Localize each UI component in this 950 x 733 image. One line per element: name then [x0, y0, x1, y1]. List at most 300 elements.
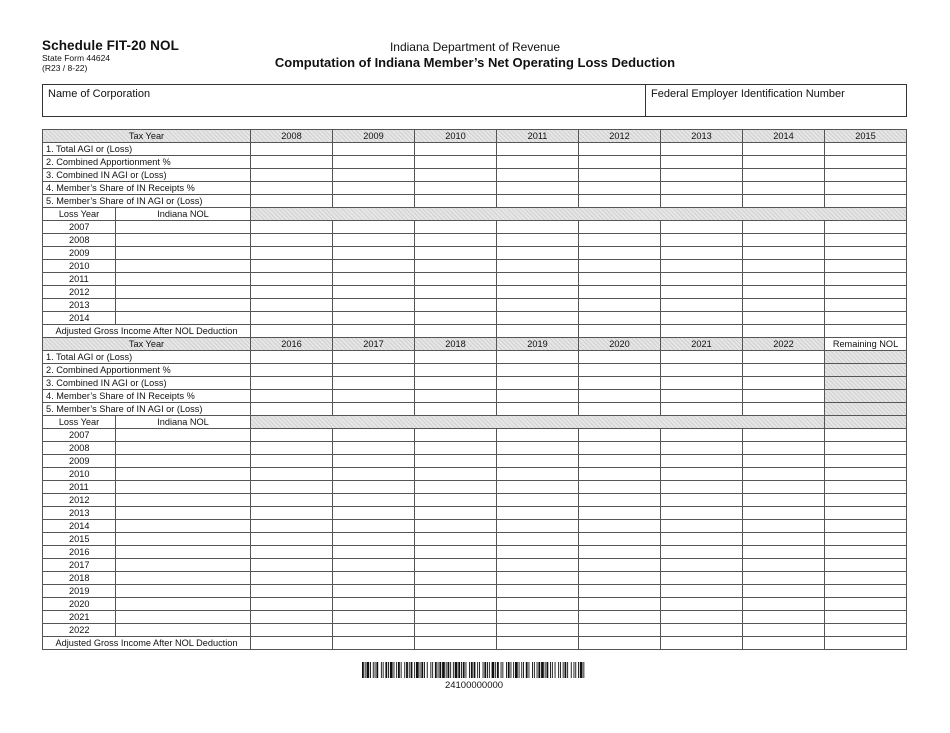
nol-input-cell[interactable]	[825, 260, 907, 273]
nol-input-cell[interactable]	[579, 520, 661, 533]
amount-input-cell[interactable]	[415, 156, 497, 169]
amount-input-cell[interactable]	[825, 182, 907, 195]
amount-input-cell[interactable]	[333, 169, 415, 182]
nol-input-cell[interactable]	[579, 611, 661, 624]
nol-input-cell[interactable]	[333, 299, 415, 312]
nol-input-cell[interactable]	[251, 286, 333, 299]
nol-input-cell[interactable]	[743, 559, 825, 572]
nol-input-cell[interactable]	[661, 286, 743, 299]
amount-input-cell[interactable]	[497, 390, 579, 403]
nol-input-cell[interactable]	[333, 520, 415, 533]
amount-input-cell[interactable]	[743, 182, 825, 195]
amount-input-cell[interactable]	[497, 403, 579, 416]
amount-input-cell[interactable]	[743, 195, 825, 208]
nol-input-cell[interactable]	[415, 494, 497, 507]
remaining-nol-input-cell[interactable]	[825, 468, 907, 481]
adjusted-input-cell[interactable]	[333, 325, 415, 338]
indiana-nol-input-cell[interactable]	[116, 520, 251, 533]
remaining-nol-input-cell[interactable]	[825, 559, 907, 572]
amount-input-cell[interactable]	[825, 143, 907, 156]
nol-input-cell[interactable]	[497, 520, 579, 533]
amount-input-cell[interactable]	[579, 169, 661, 182]
amount-input-cell[interactable]	[661, 143, 743, 156]
nol-input-cell[interactable]	[661, 468, 743, 481]
nol-input-cell[interactable]	[661, 533, 743, 546]
nol-input-cell[interactable]	[579, 247, 661, 260]
nol-input-cell[interactable]	[661, 624, 743, 637]
amount-input-cell[interactable]	[251, 364, 333, 377]
amount-input-cell[interactable]	[497, 195, 579, 208]
nol-input-cell[interactable]	[743, 598, 825, 611]
adjusted-input-cell[interactable]	[661, 325, 743, 338]
remaining-nol-input-cell[interactable]	[825, 481, 907, 494]
indiana-nol-input-cell[interactable]	[116, 234, 251, 247]
nol-input-cell[interactable]	[415, 286, 497, 299]
nol-input-cell[interactable]	[743, 624, 825, 637]
nol-input-cell[interactable]	[415, 234, 497, 247]
amount-input-cell[interactable]	[579, 182, 661, 195]
amount-input-cell[interactable]	[743, 390, 825, 403]
indiana-nol-input-cell[interactable]	[116, 299, 251, 312]
nol-input-cell[interactable]	[415, 273, 497, 286]
amount-input-cell[interactable]	[251, 377, 333, 390]
nol-input-cell[interactable]	[661, 507, 743, 520]
nol-input-cell[interactable]	[743, 286, 825, 299]
amount-input-cell[interactable]	[661, 364, 743, 377]
amount-input-cell[interactable]	[743, 169, 825, 182]
adjusted-input-cell[interactable]	[497, 325, 579, 338]
adjusted-input-cell[interactable]	[743, 325, 825, 338]
remaining-nol-input-cell[interactable]	[825, 624, 907, 637]
amount-input-cell[interactable]	[251, 169, 333, 182]
remaining-nol-input-cell[interactable]	[825, 533, 907, 546]
amount-input-cell[interactable]	[743, 377, 825, 390]
nol-input-cell[interactable]	[743, 221, 825, 234]
indiana-nol-input-cell[interactable]	[116, 481, 251, 494]
nol-input-cell[interactable]	[415, 624, 497, 637]
remaining-nol-input-cell[interactable]	[825, 429, 907, 442]
indiana-nol-input-cell[interactable]	[116, 598, 251, 611]
amount-input-cell[interactable]	[415, 195, 497, 208]
adjusted-input-cell[interactable]	[251, 325, 333, 338]
nol-input-cell[interactable]	[579, 221, 661, 234]
amount-input-cell[interactable]	[251, 156, 333, 169]
amount-input-cell[interactable]	[333, 403, 415, 416]
nol-input-cell[interactable]	[743, 494, 825, 507]
nol-input-cell[interactable]	[743, 429, 825, 442]
nol-input-cell[interactable]	[497, 312, 579, 325]
indiana-nol-input-cell[interactable]	[116, 260, 251, 273]
amount-input-cell[interactable]	[661, 377, 743, 390]
nol-input-cell[interactable]	[743, 273, 825, 286]
nol-input-cell[interactable]	[251, 260, 333, 273]
amount-input-cell[interactable]	[251, 143, 333, 156]
nol-input-cell[interactable]	[415, 507, 497, 520]
nol-input-cell[interactable]	[825, 299, 907, 312]
nol-input-cell[interactable]	[415, 598, 497, 611]
nol-input-cell[interactable]	[497, 546, 579, 559]
nol-input-cell[interactable]	[661, 312, 743, 325]
nol-input-cell[interactable]	[333, 455, 415, 468]
amount-input-cell[interactable]	[825, 156, 907, 169]
nol-input-cell[interactable]	[251, 624, 333, 637]
nol-input-cell[interactable]	[251, 234, 333, 247]
nol-input-cell[interactable]	[497, 559, 579, 572]
nol-input-cell[interactable]	[333, 494, 415, 507]
nol-input-cell[interactable]	[579, 312, 661, 325]
nol-input-cell[interactable]	[743, 611, 825, 624]
amount-input-cell[interactable]	[251, 403, 333, 416]
nol-input-cell[interactable]	[333, 611, 415, 624]
indiana-nol-input-cell[interactable]	[116, 611, 251, 624]
amount-input-cell[interactable]	[415, 169, 497, 182]
amount-input-cell[interactable]	[415, 403, 497, 416]
amount-input-cell[interactable]	[497, 377, 579, 390]
amount-input-cell[interactable]	[825, 169, 907, 182]
amount-input-cell[interactable]	[415, 390, 497, 403]
nol-input-cell[interactable]	[251, 507, 333, 520]
amount-input-cell[interactable]	[333, 390, 415, 403]
nol-input-cell[interactable]	[661, 611, 743, 624]
amount-input-cell[interactable]	[743, 364, 825, 377]
amount-input-cell[interactable]	[333, 364, 415, 377]
nol-input-cell[interactable]	[497, 299, 579, 312]
nol-input-cell[interactable]	[415, 468, 497, 481]
nol-input-cell[interactable]	[333, 234, 415, 247]
indiana-nol-input-cell[interactable]	[116, 247, 251, 260]
nol-input-cell[interactable]	[333, 533, 415, 546]
nol-input-cell[interactable]	[251, 611, 333, 624]
remaining-nol-input-cell[interactable]	[825, 546, 907, 559]
nol-input-cell[interactable]	[825, 234, 907, 247]
nol-input-cell[interactable]	[579, 299, 661, 312]
nol-input-cell[interactable]	[415, 299, 497, 312]
nol-input-cell[interactable]	[415, 611, 497, 624]
nol-input-cell[interactable]	[251, 598, 333, 611]
indiana-nol-input-cell[interactable]	[116, 559, 251, 572]
nol-input-cell[interactable]	[251, 273, 333, 286]
nol-input-cell[interactable]	[497, 507, 579, 520]
nol-input-cell[interactable]	[579, 468, 661, 481]
indiana-nol-input-cell[interactable]	[116, 442, 251, 455]
nol-input-cell[interactable]	[251, 455, 333, 468]
amount-input-cell[interactable]	[661, 390, 743, 403]
adjusted-input-cell[interactable]	[579, 637, 661, 650]
nol-input-cell[interactable]	[415, 559, 497, 572]
nol-input-cell[interactable]	[497, 494, 579, 507]
indiana-nol-input-cell[interactable]	[116, 455, 251, 468]
remaining-nol-input-cell[interactable]	[825, 572, 907, 585]
nol-input-cell[interactable]	[333, 273, 415, 286]
nol-input-cell[interactable]	[333, 585, 415, 598]
indiana-nol-input-cell[interactable]	[116, 533, 251, 546]
nol-input-cell[interactable]	[251, 572, 333, 585]
nol-input-cell[interactable]	[251, 494, 333, 507]
amount-input-cell[interactable]	[497, 169, 579, 182]
nol-input-cell[interactable]	[743, 455, 825, 468]
nol-input-cell[interactable]	[661, 234, 743, 247]
nol-input-cell[interactable]	[579, 624, 661, 637]
remaining-nol-input-cell[interactable]	[825, 455, 907, 468]
amount-input-cell[interactable]	[415, 182, 497, 195]
indiana-nol-input-cell[interactable]	[116, 494, 251, 507]
nol-input-cell[interactable]	[661, 598, 743, 611]
amount-input-cell[interactable]	[579, 195, 661, 208]
nol-input-cell[interactable]	[497, 455, 579, 468]
nol-input-cell[interactable]	[333, 468, 415, 481]
nol-input-cell[interactable]	[251, 299, 333, 312]
indiana-nol-input-cell[interactable]	[116, 429, 251, 442]
amount-input-cell[interactable]	[661, 195, 743, 208]
nol-input-cell[interactable]	[579, 572, 661, 585]
nol-input-cell[interactable]	[661, 559, 743, 572]
amount-input-cell[interactable]	[579, 351, 661, 364]
nol-input-cell[interactable]	[333, 481, 415, 494]
adjusted-input-cell[interactable]	[415, 325, 497, 338]
nol-input-cell[interactable]	[415, 221, 497, 234]
nol-input-cell[interactable]	[415, 442, 497, 455]
amount-input-cell[interactable]	[661, 403, 743, 416]
amount-input-cell[interactable]	[251, 195, 333, 208]
amount-input-cell[interactable]	[333, 182, 415, 195]
nol-input-cell[interactable]	[497, 533, 579, 546]
nol-input-cell[interactable]	[579, 481, 661, 494]
nol-input-cell[interactable]	[415, 260, 497, 273]
nol-input-cell[interactable]	[333, 286, 415, 299]
nol-input-cell[interactable]	[661, 481, 743, 494]
indiana-nol-input-cell[interactable]	[116, 273, 251, 286]
remaining-nol-input-cell[interactable]	[825, 507, 907, 520]
nol-input-cell[interactable]	[497, 624, 579, 637]
nol-input-cell[interactable]	[579, 546, 661, 559]
nol-input-cell[interactable]	[579, 598, 661, 611]
amount-input-cell[interactable]	[415, 143, 497, 156]
nol-input-cell[interactable]	[579, 455, 661, 468]
adjusted-input-cell[interactable]	[579, 325, 661, 338]
amount-input-cell[interactable]	[579, 364, 661, 377]
nol-input-cell[interactable]	[579, 494, 661, 507]
nol-input-cell[interactable]	[579, 429, 661, 442]
nol-input-cell[interactable]	[661, 520, 743, 533]
amount-input-cell[interactable]	[333, 377, 415, 390]
nol-input-cell[interactable]	[661, 260, 743, 273]
amount-input-cell[interactable]	[579, 377, 661, 390]
amount-input-cell[interactable]	[661, 156, 743, 169]
nol-input-cell[interactable]	[251, 442, 333, 455]
nol-input-cell[interactable]	[497, 221, 579, 234]
amount-input-cell[interactable]	[415, 377, 497, 390]
nol-input-cell[interactable]	[251, 429, 333, 442]
amount-input-cell[interactable]	[579, 403, 661, 416]
nol-input-cell[interactable]	[497, 468, 579, 481]
amount-input-cell[interactable]	[415, 351, 497, 364]
nol-input-cell[interactable]	[251, 247, 333, 260]
nol-input-cell[interactable]	[579, 533, 661, 546]
nol-input-cell[interactable]	[825, 247, 907, 260]
nol-input-cell[interactable]	[743, 572, 825, 585]
nol-input-cell[interactable]	[333, 442, 415, 455]
nol-input-cell[interactable]	[333, 260, 415, 273]
amount-input-cell[interactable]	[497, 182, 579, 195]
adjusted-input-cell[interactable]	[661, 637, 743, 650]
amount-input-cell[interactable]	[333, 156, 415, 169]
amount-input-cell[interactable]	[743, 351, 825, 364]
nol-input-cell[interactable]	[333, 598, 415, 611]
amount-input-cell[interactable]	[661, 351, 743, 364]
amount-input-cell[interactable]	[251, 390, 333, 403]
adjusted-input-cell[interactable]	[497, 637, 579, 650]
nol-input-cell[interactable]	[333, 247, 415, 260]
nol-input-cell[interactable]	[661, 546, 743, 559]
nol-input-cell[interactable]	[333, 507, 415, 520]
adjusted-input-cell[interactable]	[251, 637, 333, 650]
nol-input-cell[interactable]	[743, 546, 825, 559]
nol-input-cell[interactable]	[333, 559, 415, 572]
nol-input-cell[interactable]	[743, 260, 825, 273]
nol-input-cell[interactable]	[497, 260, 579, 273]
nol-input-cell[interactable]	[661, 572, 743, 585]
nol-input-cell[interactable]	[415, 520, 497, 533]
nol-input-cell[interactable]	[415, 247, 497, 260]
nol-input-cell[interactable]	[415, 312, 497, 325]
nol-input-cell[interactable]	[497, 611, 579, 624]
indiana-nol-input-cell[interactable]	[116, 572, 251, 585]
indiana-nol-input-cell[interactable]	[116, 468, 251, 481]
nol-input-cell[interactable]	[743, 481, 825, 494]
nol-input-cell[interactable]	[825, 273, 907, 286]
nol-input-cell[interactable]	[251, 585, 333, 598]
remaining-nol-input-cell[interactable]	[825, 611, 907, 624]
nol-input-cell[interactable]	[579, 559, 661, 572]
amount-input-cell[interactable]	[579, 156, 661, 169]
indiana-nol-input-cell[interactable]	[116, 221, 251, 234]
nol-input-cell[interactable]	[661, 585, 743, 598]
nol-input-cell[interactable]	[251, 221, 333, 234]
nol-input-cell[interactable]	[825, 312, 907, 325]
indiana-nol-input-cell[interactable]	[116, 585, 251, 598]
nol-input-cell[interactable]	[251, 520, 333, 533]
amount-input-cell[interactable]	[333, 195, 415, 208]
nol-input-cell[interactable]	[743, 234, 825, 247]
amount-input-cell[interactable]	[497, 156, 579, 169]
nol-input-cell[interactable]	[333, 624, 415, 637]
nol-input-cell[interactable]	[743, 520, 825, 533]
remaining-nol-input-cell[interactable]	[825, 585, 907, 598]
nol-input-cell[interactable]	[415, 533, 497, 546]
amount-input-cell[interactable]	[743, 143, 825, 156]
nol-input-cell[interactable]	[333, 546, 415, 559]
indiana-nol-input-cell[interactable]	[116, 312, 251, 325]
amount-input-cell[interactable]	[251, 351, 333, 364]
amount-input-cell[interactable]	[661, 169, 743, 182]
nol-input-cell[interactable]	[333, 572, 415, 585]
nol-input-cell[interactable]	[743, 247, 825, 260]
amount-input-cell[interactable]	[497, 143, 579, 156]
amount-input-cell[interactable]	[497, 364, 579, 377]
indiana-nol-input-cell[interactable]	[116, 507, 251, 520]
nol-input-cell[interactable]	[497, 247, 579, 260]
nol-input-cell[interactable]	[497, 286, 579, 299]
nol-input-cell[interactable]	[661, 247, 743, 260]
nol-input-cell[interactable]	[743, 299, 825, 312]
nol-input-cell[interactable]	[661, 442, 743, 455]
nol-input-cell[interactable]	[497, 442, 579, 455]
amount-input-cell[interactable]	[661, 182, 743, 195]
adjusted-input-cell[interactable]	[825, 325, 907, 338]
nol-input-cell[interactable]	[497, 429, 579, 442]
remaining-nol-input-cell[interactable]	[825, 442, 907, 455]
amount-input-cell[interactable]	[497, 351, 579, 364]
nol-input-cell[interactable]	[497, 234, 579, 247]
amount-input-cell[interactable]	[579, 143, 661, 156]
amount-input-cell[interactable]	[251, 182, 333, 195]
nol-input-cell[interactable]	[743, 312, 825, 325]
nol-input-cell[interactable]	[497, 585, 579, 598]
amount-input-cell[interactable]	[579, 390, 661, 403]
nol-input-cell[interactable]	[661, 455, 743, 468]
nol-input-cell[interactable]	[743, 533, 825, 546]
nol-input-cell[interactable]	[333, 221, 415, 234]
nol-input-cell[interactable]	[661, 494, 743, 507]
nol-input-cell[interactable]	[579, 234, 661, 247]
nol-input-cell[interactable]	[251, 481, 333, 494]
nol-input-cell[interactable]	[661, 221, 743, 234]
nol-input-cell[interactable]	[579, 260, 661, 273]
nol-input-cell[interactable]	[333, 429, 415, 442]
amount-input-cell[interactable]	[743, 156, 825, 169]
nol-input-cell[interactable]	[743, 585, 825, 598]
nol-input-cell[interactable]	[743, 468, 825, 481]
nol-input-cell[interactable]	[497, 572, 579, 585]
nol-input-cell[interactable]	[415, 585, 497, 598]
nol-input-cell[interactable]	[497, 481, 579, 494]
amount-input-cell[interactable]	[825, 195, 907, 208]
adjusted-input-cell[interactable]	[333, 637, 415, 650]
remaining-nol-input-cell[interactable]	[825, 494, 907, 507]
nol-input-cell[interactable]	[251, 559, 333, 572]
nol-input-cell[interactable]	[661, 299, 743, 312]
nol-input-cell[interactable]	[579, 442, 661, 455]
nol-input-cell[interactable]	[497, 273, 579, 286]
nol-input-cell[interactable]	[661, 273, 743, 286]
nol-input-cell[interactable]	[497, 598, 579, 611]
nol-input-cell[interactable]	[415, 481, 497, 494]
nol-input-cell[interactable]	[251, 468, 333, 481]
nol-input-cell[interactable]	[661, 429, 743, 442]
nol-input-cell[interactable]	[415, 455, 497, 468]
nol-input-cell[interactable]	[579, 507, 661, 520]
nol-input-cell[interactable]	[251, 533, 333, 546]
nol-input-cell[interactable]	[579, 585, 661, 598]
adjusted-input-cell[interactable]	[415, 637, 497, 650]
nol-input-cell[interactable]	[743, 507, 825, 520]
amount-input-cell[interactable]	[333, 143, 415, 156]
nol-input-cell[interactable]	[825, 286, 907, 299]
amount-input-cell[interactable]	[333, 351, 415, 364]
adjusted-remaining-cell[interactable]	[825, 637, 907, 650]
remaining-nol-input-cell[interactable]	[825, 598, 907, 611]
nol-input-cell[interactable]	[251, 312, 333, 325]
nol-input-cell[interactable]	[415, 572, 497, 585]
nol-input-cell[interactable]	[743, 442, 825, 455]
indiana-nol-input-cell[interactable]	[116, 286, 251, 299]
remaining-nol-input-cell[interactable]	[825, 520, 907, 533]
indiana-nol-input-cell[interactable]	[116, 546, 251, 559]
nol-input-cell[interactable]	[415, 546, 497, 559]
nol-input-cell[interactable]	[825, 221, 907, 234]
adjusted-input-cell[interactable]	[743, 637, 825, 650]
nol-input-cell[interactable]	[333, 312, 415, 325]
